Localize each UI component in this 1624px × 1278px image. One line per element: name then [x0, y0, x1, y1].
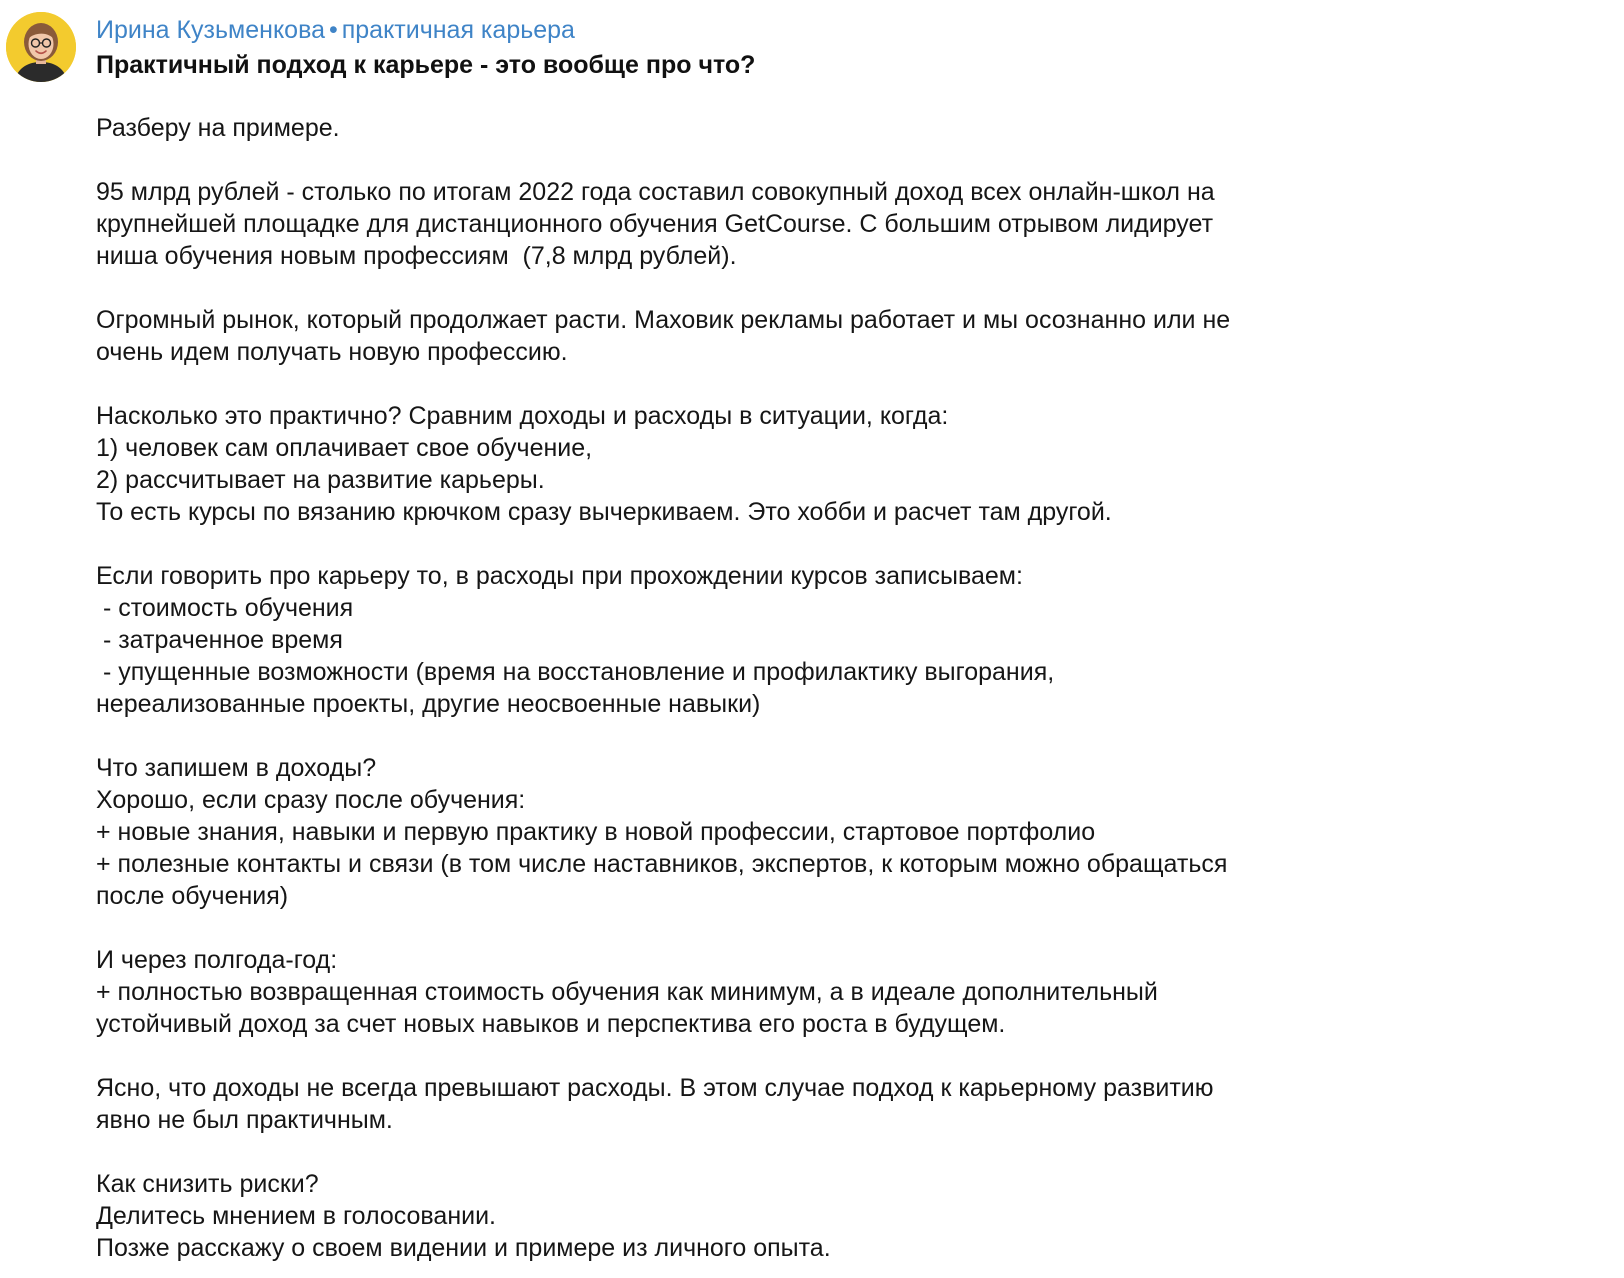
header-separator: •: [328, 16, 338, 44]
post-paragraph: [96, 752, 1576, 912]
text-line: 1) человек сам оплачивает свое обучение,: [96, 434, 593, 462]
text-line: Как снизить риски?: [96, 1170, 319, 1198]
post-header: [96, 14, 1576, 46]
text-line: 95 млрд рублей - столько по итогам 2022 года составил совокупный доход всех онлайн-школ на: [96, 178, 1215, 206]
text-line: Если говорить про карьеру то, в расходы при прохождении курсов записываем:: [96, 562, 1023, 590]
author-avatar[interactable]: [6, 12, 76, 82]
text-line: 2) рассчитывает на развитие карьеры.: [96, 466, 545, 494]
text-line: после обучения): [96, 882, 289, 910]
avatar-photo: [6, 12, 76, 82]
text-line: + новые знания, навыки и первую практику в новой профессии, стартовое портфолио: [96, 818, 1096, 846]
post-paragraph: [96, 944, 1576, 1040]
text-line: Делитесь мнением в голосовании.: [96, 1202, 496, 1230]
text-line: Хорошо, если сразу после обучения:: [96, 786, 526, 814]
author-name-link[interactable]: Ирина Кузьменкова: [96, 16, 325, 44]
text-line: Насколько это практично? Сравним доходы и расходы в ситуации, когда:: [96, 402, 949, 430]
post-paragraph: [96, 1168, 1576, 1264]
post-paragraph: [96, 304, 1576, 368]
text-line: ниша обучения новым профессиям (7,8 млрд рублей).: [96, 242, 737, 270]
text-line: нереализованные проекты, другие неосвоенные навыки): [96, 690, 761, 718]
channel-name-link[interactable]: практичная карьера: [341, 16, 575, 44]
post-title: Практичный подход к карьере - это вообще про что?: [96, 51, 756, 79]
post-paragraph: [96, 560, 1576, 720]
text-line: + полностью возвращенная стоимость обучения как минимум, а в идеале дополнительный: [96, 978, 1158, 1006]
text-line: очень идем получать новую профессию.: [96, 338, 568, 366]
text-line: + полезные контакты и связи (в том числе наставников, экспертов, к которым можно обращаться: [96, 850, 1228, 878]
post-paragraph: [96, 400, 1576, 528]
text-line: устойчивый доход за счет новых навыков и перспектива его роста в будущем.: [96, 1010, 1006, 1038]
text-line: Что запишем в доходы?: [96, 754, 377, 782]
text-line: То есть курсы по вязанию крючком сразу вычеркиваем. Это хобби и расчет там другой.: [96, 498, 1112, 526]
text-line: - стоимость обучения: [96, 594, 354, 622]
text-line: - упущенные возможности (время на восстановление и профилактику выгорания,: [96, 658, 1055, 686]
text-line: Ясно, что доходы не всегда превышают расходы. В этом случае подход к карьерному развитию: [96, 1074, 1214, 1102]
post-paragraph: [96, 176, 1576, 272]
text-line: явно не был практичным.: [96, 1106, 393, 1134]
post-paragraph: [96, 112, 1576, 144]
post-content: [96, 14, 1576, 1264]
text-line: Огромный рынок, который продолжает расти. Маховик рекламы работает и мы осознанно или не: [96, 306, 1231, 334]
text-line: Разберу на примере.: [96, 114, 340, 142]
text-line: Позже расскажу о своем видении и примере из личного опыта.: [96, 1234, 831, 1262]
text-line: - затраченное время: [96, 626, 343, 654]
text-line: крупнейшей площадке для дистанционного обучения GetCourse. С большим отрывом лидирует: [96, 210, 1214, 238]
post-paragraph: [96, 1072, 1576, 1136]
text-line: И через полгода-год:: [96, 946, 338, 974]
post-body: [96, 112, 1576, 1264]
